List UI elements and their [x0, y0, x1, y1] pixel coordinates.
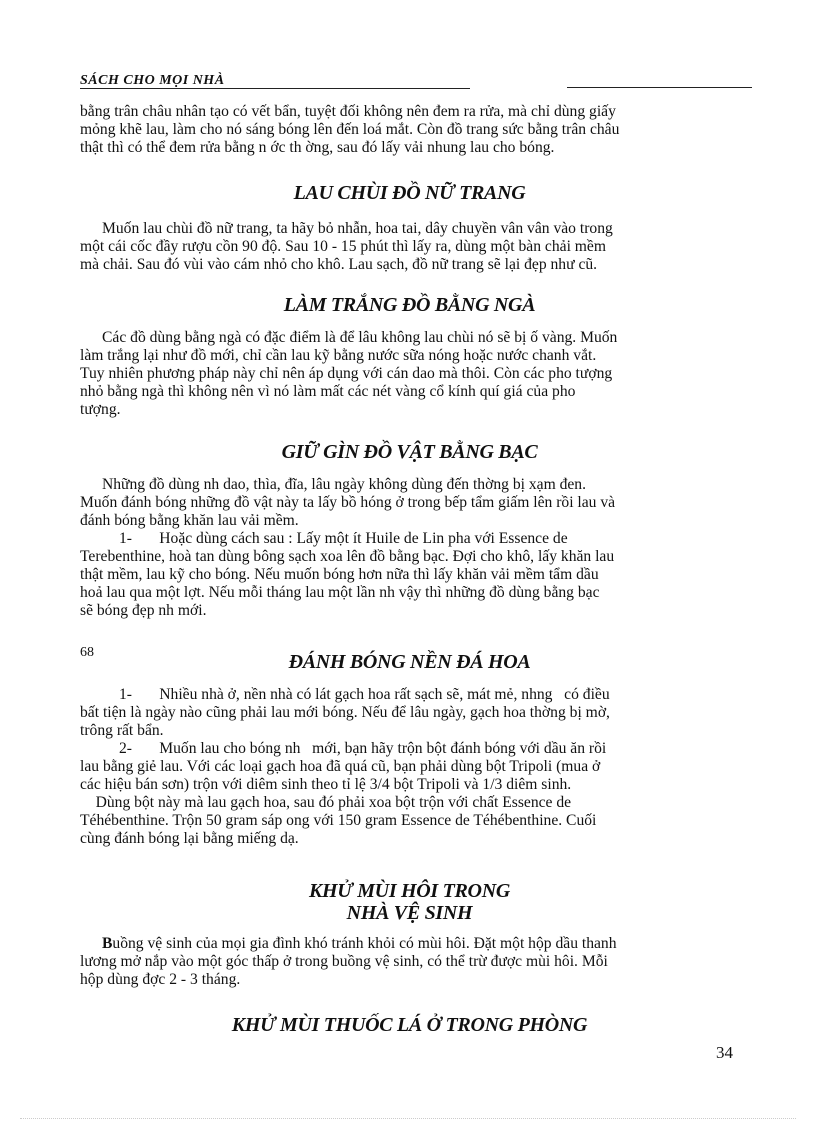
- text-line: Muốn đánh bóng những đồ vật này ta lấy bồ hóng ở trong bếp tẩm giấm lên rồi lau và: [80, 494, 616, 511]
- text-line: Dùng bột này mà lau gạch hoa, sau đó phải xoa bột trộn với chất Essence de: [80, 794, 572, 811]
- section-title: GIỮ GÌN ĐỒ VẬT BẰNG BẠC: [281, 441, 538, 463]
- margin-number: 68: [80, 645, 94, 660]
- section-title: LÀM TRẮNG ĐỒ BẰNG NGÀ: [283, 294, 536, 316]
- section-paragraph: [80, 329, 739, 419]
- drop-letter: B: [102, 935, 113, 952]
- text-line: tượng.: [80, 401, 121, 418]
- text-line: [80, 935, 739, 953]
- text-line: đánh bóng bằng khăn lau vải mềm.: [80, 512, 299, 529]
- text-line: cùng đánh bóng lại bằng miếng dạ.: [80, 830, 299, 847]
- text-line: hộp dùng đợc 2 - 3 tháng.: [80, 971, 241, 988]
- text-line: nhỏ bằng ngà thì không nên vì nó làm mất các nét vàng cổ kính quí giá của pho: [80, 383, 576, 400]
- text-line: Terebenthine, hoà tan dùng bông sạch xoa lên đồ bằng bạc. Đợi cho khô, lấy khăn lau: [80, 548, 615, 565]
- text-line: Các đồ dùng bằng ngà có đặc điểm là để lâu không lau chùi nó sẽ bị ố vàng. Muốn: [102, 329, 618, 346]
- running-header: SÁCH CHO MỌI NHÀ: [80, 74, 470, 89]
- text-line: bất tiện là ngày nào cũng phải lau mới bóng. Nếu để lâu ngày, gạch hoa thờng bị mờ,: [80, 704, 610, 721]
- text-line: thật thì có thể đem rửa bằng n ớc th ờng, sau đó lấy vải nhung lau cho bóng.: [80, 139, 555, 156]
- text-line: Những đồ dùng nh dao, thìa, đĩa, lâu ngày không dùng đến thờng bị xạm đen.: [102, 476, 587, 493]
- text-line: làm trắng lại như đồ mới, chỉ cần lau kỹ bằng nước sữa nóng hoặc nước chanh vắt.: [80, 347, 597, 364]
- text-line: bằng trân châu nhân tạo có vết bẩn, tuyệt đối không nên đem ra rửa, mà chỉ dùng giấy: [80, 103, 616, 120]
- text-line: các hiệu bán sơn) trộn với diêm sinh theo tỉ lệ 3/4 bột Tripoli và 1/3 diêm sinh.: [80, 776, 572, 793]
- header-rule: [567, 87, 752, 88]
- text-line: Téhébenthine. Trộn 50 gram sáp ong với 150 gram Essence de Téhébenthine. Cuối: [80, 812, 597, 829]
- text-line: 1- Hoặc dùng cách sau : Lấy một ít Huile de Lin pha với Essence de: [80, 530, 568, 547]
- text-line: thật mềm, lau kỹ cho bóng. Nếu muốn bóng hơn nữa thì lấy khăn vải mềm tẩm dầu: [80, 566, 599, 583]
- text-line: Muốn lau chùi đồ nữ trang, ta hãy bỏ nhẫn, hoa tai, dây chuyền vân vân vào trong: [102, 220, 613, 237]
- section-title: KHỬ MÙI HÔI TRONG: [309, 880, 510, 902]
- text-line: Tuy nhiên phương pháp này chỉ nên áp dụng với cán dao mà thôi. Còn các pho tượng: [80, 365, 613, 382]
- text-line: 1- Nhiều nhà ở, nền nhà có lát gạch hoa rất sạch sẽ, mát mẻ, nhng có điều: [80, 686, 610, 703]
- text-line: một cái cốc đầy rượu cồn 90 độ. Sau 10 - 15 phút thì lấy ra, dùng một bàn chải mềm: [80, 238, 606, 255]
- section-paragraph: [80, 935, 739, 989]
- section-title: ĐÁNH BÓNG NỀN ĐÁ HOA: [288, 651, 531, 673]
- text-line: mà chải. Sau đó vùi vào cám nhỏ cho khô. Lau sạch, đồ nữ trang sẽ lại đẹp như cũ.: [80, 256, 598, 273]
- text-line: trông rất bẩn.: [80, 722, 164, 739]
- section-title: LAU CHÙI ĐỒ NỮ TRANG: [293, 182, 526, 204]
- intro-paragraph: [80, 103, 739, 157]
- section-paragraph: [80, 476, 739, 620]
- text-line: sẽ bóng đẹp nh mới.: [80, 602, 207, 619]
- text-line: lau bằng giẻ lau. Với các loại gạch hoa đã quá cũ, bạn phải dùng bột Tripoli (mua ở: [80, 758, 601, 775]
- text-line: mỏng khẽ lau, làm cho nó sáng bóng lên đến loá mắt. Còn đồ trang sức bằng trân châu: [80, 121, 620, 138]
- text-line: 2- Muốn lau cho bóng nh mới, bạn hãy trộn bột đánh bóng với dầu ăn rồi: [80, 740, 607, 757]
- text-line: lương mở nắp vào một góc thấp ở trong buồng vệ sinh, có thể trừ được mùi hôi. Mỗi: [80, 953, 608, 970]
- section-title: KHỬ MÙI THUỐC LÁ Ở TRONG PHÒNG: [231, 1014, 588, 1036]
- page-edge-dots: [20, 1118, 796, 1119]
- text-line: uồng vệ sinh của mọi gia đình khó tránh khỏi có mùi hôi. Đặt một hộp dầu thanh: [112, 935, 617, 952]
- section-paragraph: [80, 686, 739, 848]
- page-number: 34: [716, 1043, 733, 1062]
- text-line: hoả lau qua một lợt. Nếu mỗi tháng lau một lần nh vậy thì những đồ dùng bằng bạc: [80, 584, 600, 601]
- section-title: NHÀ VỆ SINH: [346, 902, 473, 924]
- section-paragraph: [80, 220, 739, 274]
